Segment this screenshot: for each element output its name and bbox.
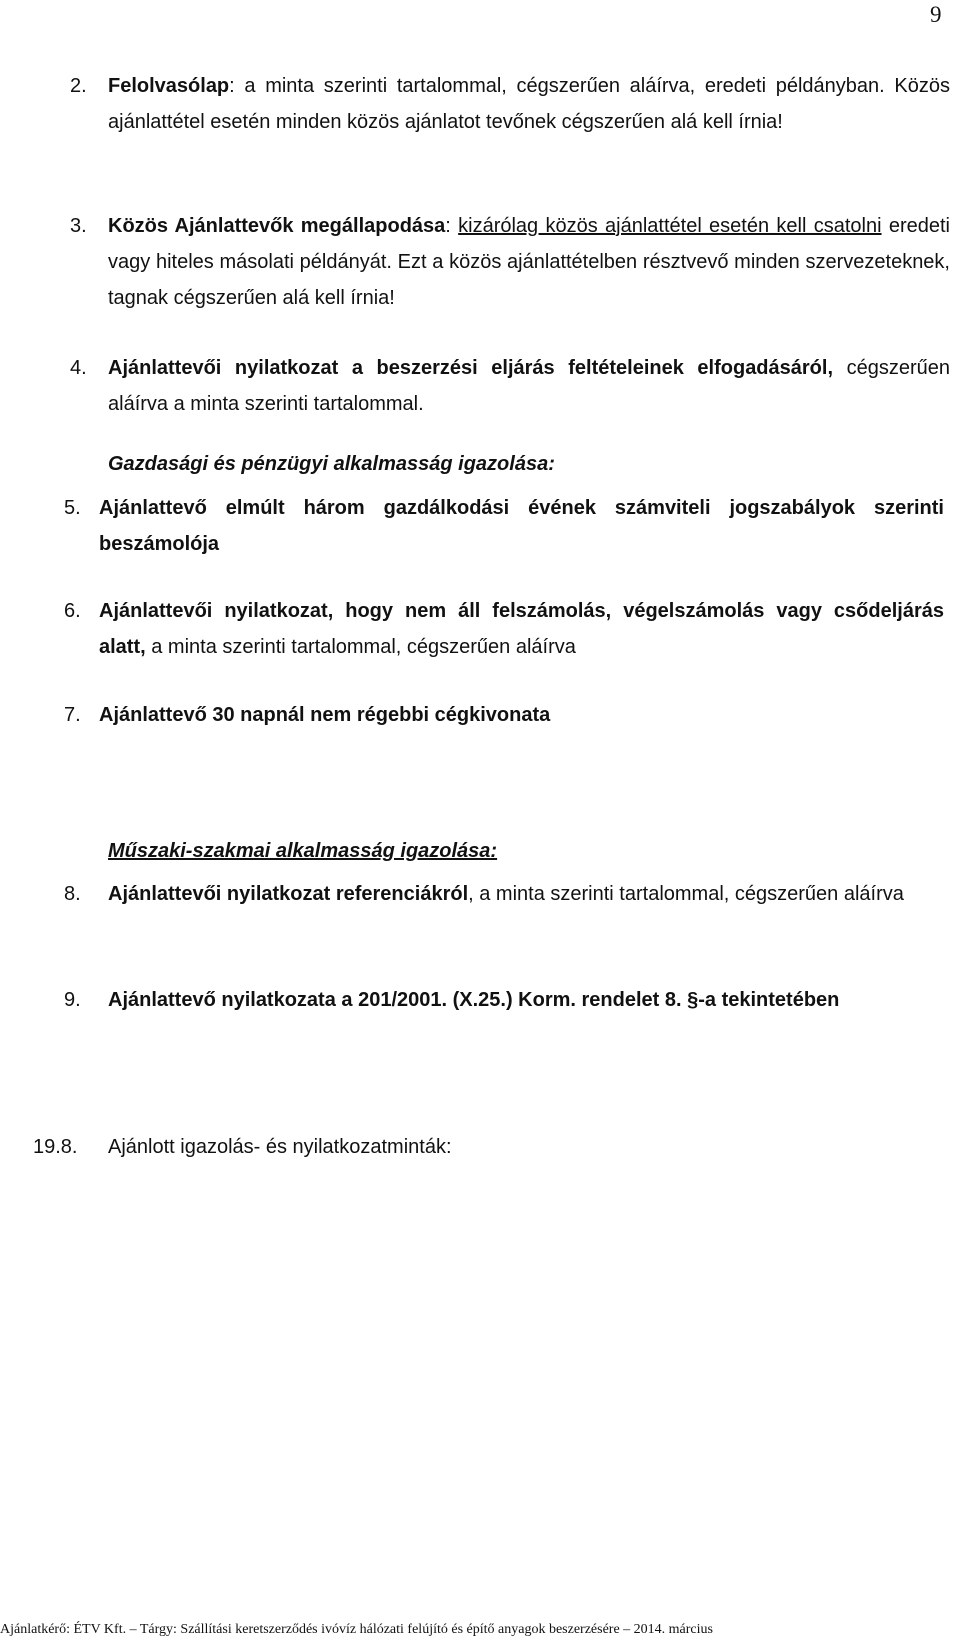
item-number: 5.: [64, 497, 81, 519]
item-text: [99, 697, 944, 733]
page-footer: Ajánlatkérő: ÉTV Kft. – Tárgy: Szállítási keretszerződés ivóvíz hálózati felújító és építő anyagok beszerzésére – 2014. március: [0, 1622, 713, 1637]
item-description: , a minta szerinti tartalommal, cégszerűen aláírva: [468, 883, 904, 905]
item-number: 6.: [64, 600, 81, 622]
item-number: 8.: [64, 883, 81, 905]
list-item: [64, 982, 944, 1018]
item-number: 7.: [64, 704, 81, 726]
item-underlined-text: kizárólag közös ajánlattétel esetén kell csatolni: [458, 215, 882, 237]
item-title: Ajánlattevői nyilatkozat referenciákról: [108, 883, 469, 905]
item-title: Felolvasólap: [108, 75, 230, 97]
item-description: eredeti vagy hiteles másolati példányát. Ezt a közös ajánlattételben résztvevő minden szervezeteknek, tagnak cégszerűen alá kell írnia!: [108, 215, 950, 309]
item-text: [108, 350, 950, 422]
item-text: [108, 68, 950, 140]
item-text: [99, 490, 944, 562]
section-title-text: Ajánlott igazolás- és nyilatkozatminták:: [108, 1136, 452, 1158]
item-number: 3.: [70, 215, 87, 237]
item-description: cégszerűen aláírva a minta szerinti tartalommal.: [108, 357, 950, 415]
item-number: 4.: [70, 357, 87, 379]
section-heading-technical: Műszaki-szakmai alkalmasság igazolása:: [108, 840, 498, 862]
item-title: Ajánlattevő 30 napnál nem régebbi cégkivonata: [99, 704, 551, 726]
list-item: [70, 350, 950, 422]
section-heading-financial: Gazdasági és pénzügyi alkalmasság igazolása:: [108, 453, 555, 475]
section-title: [33, 1136, 452, 1159]
list-item: [70, 208, 950, 316]
item-title: Ajánlattevői nyilatkozat, hogy nem áll felszámolás, végelszámolás vagy csődeljárás alatt,: [99, 600, 944, 658]
item-title: Közös Ajánlattevők megállapodása: [108, 215, 446, 237]
item-number: 9.: [64, 989, 81, 1011]
item-text: [99, 593, 944, 665]
section-number: 19.8.: [33, 1136, 78, 1158]
list-item: [64, 697, 944, 733]
list-item: [64, 490, 944, 562]
item-text: [108, 876, 944, 912]
list-item: [64, 876, 944, 912]
item-text: [108, 208, 950, 316]
item-title: Ajánlattevői nyilatkozat a beszerzési eljárás feltételeinek elfogadásáról,: [108, 357, 834, 379]
page-number: 9: [930, 2, 942, 27]
item-text: [108, 982, 944, 1018]
item-title: Ajánlattevő elmúlt három gazdálkodási évének számviteli jogszabályok szerinti beszámolója: [99, 497, 944, 555]
item-text-part: :: [445, 215, 459, 237]
item-title: Ajánlattevő nyilatkozata a 201/2001. (X.25.) Korm. rendelet 8. §-a tekintetében: [108, 989, 840, 1011]
list-item: [70, 68, 950, 140]
item-description: : a minta szerinti tartalommal, cégszerűen aláírva, eredeti példányban. Közös ajánlattétel esetén minden közös ajánlatot tevőnek cégszerűen alá kell írnia!: [108, 75, 950, 133]
item-description: a minta szerinti tartalommal, cégszerűen aláírva: [145, 636, 576, 658]
item-number: 2.: [70, 75, 87, 97]
list-item: [64, 593, 944, 665]
